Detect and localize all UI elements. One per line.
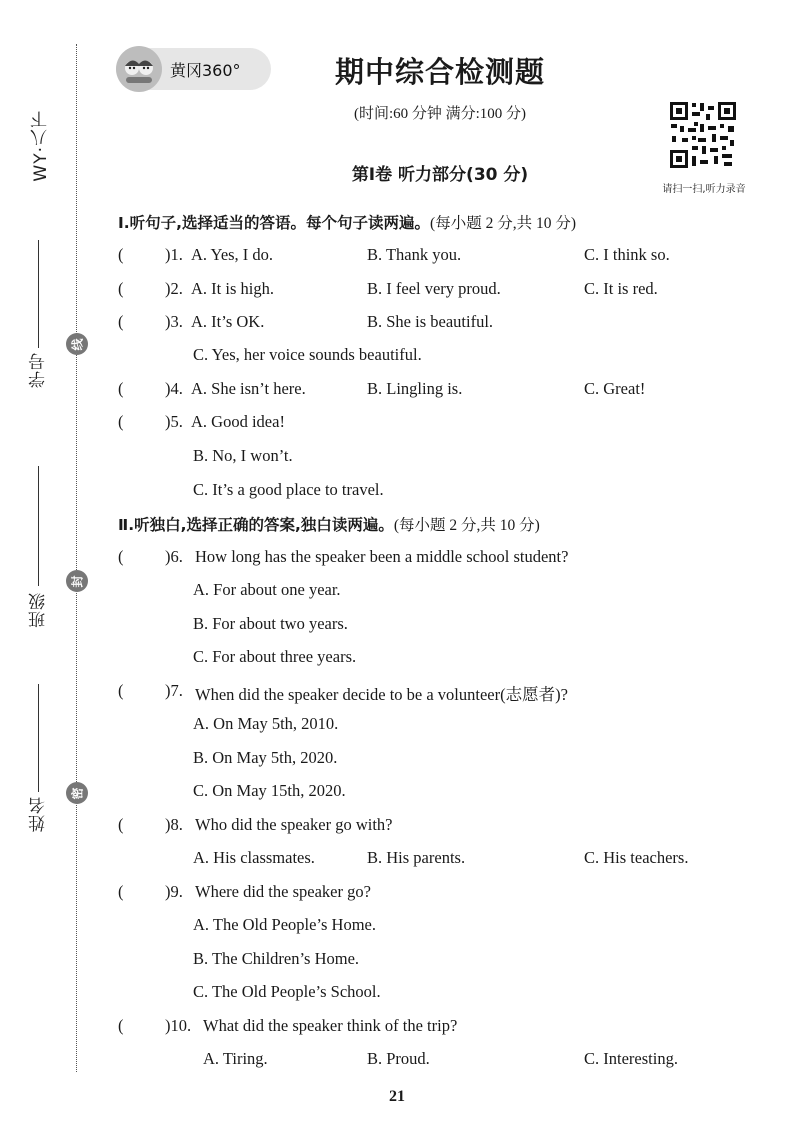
q10-option-b: B. Proud.: [367, 1049, 430, 1068]
q5-number: )5.: [165, 412, 183, 431]
q9-option-b: B. The Children’s Home.: [193, 949, 360, 968]
q10-option-c: C. Interesting.: [584, 1049, 678, 1068]
section-1-heading: Ⅰ.听句子,选择适当的答语。每个句子读两遍。(每小题 2 分,共 10 分): [118, 214, 576, 232]
q7-option-a: A. On May 5th, 2010.: [193, 714, 339, 733]
student-id-blank: [38, 240, 39, 348]
seal-secret: 密: [66, 782, 88, 804]
q10-number: )10.: [165, 1016, 192, 1035]
page-title: 期中综合检测题: [334, 55, 545, 89]
answer-blank[interactable]: (: [118, 815, 124, 834]
q1-option-b: B. Thank you.: [367, 245, 462, 264]
q6-stem: How long has the speaker been a middle school student?: [195, 547, 569, 566]
section-2-heading: Ⅱ.听独白,选择正确的答案,独白读两遍。(每小题 2 分,共 10 分): [118, 516, 540, 534]
q3-number: )3.: [165, 312, 183, 331]
class-label: 班级: [29, 592, 49, 628]
kids-logo-icon: [116, 46, 162, 92]
q5-option-a: A. Good idea!: [191, 412, 285, 431]
name-label: 姓名: [29, 796, 49, 832]
q5-option-b: B. No, I won’t.: [193, 446, 293, 465]
q2-option-b: B. I feel very proud.: [367, 279, 501, 298]
q6-option-b: B. For about two years.: [193, 614, 348, 633]
q4-option-a: A. She isn’t here.: [191, 379, 306, 398]
qr-caption: 请扫一扫,听力录音: [662, 184, 746, 195]
page-number: 21: [389, 1088, 405, 1105]
brand-name: 黄冈360°: [170, 61, 241, 80]
q1-number: )1.: [165, 245, 183, 264]
q4-number: )4.: [165, 379, 183, 398]
q9-option-a: A. The Old People’s Home.: [193, 915, 377, 934]
q2-number: )2.: [165, 279, 183, 298]
q3-option-b: B. She is beautiful.: [367, 312, 494, 331]
answer-blank[interactable]: (: [118, 312, 124, 331]
q1-option-c: C. I think so.: [584, 245, 670, 264]
answer-blank[interactable]: (: [118, 1016, 124, 1035]
seal-seal: 封: [66, 570, 88, 592]
q8-number: )8.: [165, 815, 183, 834]
part-heading: 第Ⅰ卷 听力部分(30 分): [351, 165, 529, 185]
q3-option-c: C. Yes, her voice sounds beautiful.: [193, 345, 422, 364]
q8-option-b: B. His parents.: [367, 848, 466, 867]
class-blank: [38, 466, 39, 586]
exam-time-score: (时间:60 分钟 满分:100 分): [353, 106, 527, 122]
q2-option-c: C. It is red.: [584, 279, 658, 298]
q10-option-a: A. Tiring.: [203, 1049, 268, 1068]
q8-option-a: A. His classmates.: [193, 848, 315, 867]
edition-label: WY·八下: [31, 110, 51, 182]
q8-option-c: C. His teachers.: [584, 848, 689, 867]
q6-number: )6.: [165, 547, 183, 566]
q7-option-b: B. On May 5th, 2020.: [193, 748, 338, 767]
answer-blank[interactable]: (: [118, 681, 124, 700]
student-id-label: 学号: [29, 352, 49, 388]
q5-option-c: C. It’s a good place to travel.: [193, 480, 384, 499]
q8-stem: Who did the speaker go with?: [195, 815, 393, 834]
name-blank: [38, 684, 39, 792]
answer-blank[interactable]: (: [118, 547, 124, 566]
cut-line: [76, 44, 77, 1072]
seal-line: 线: [66, 333, 88, 355]
answer-blank[interactable]: (: [118, 379, 124, 398]
q1-option-a: A. Yes, I do.: [191, 245, 274, 264]
q9-option-c: C. The Old People’s School.: [193, 982, 381, 1001]
q6-option-a: A. For about one year.: [193, 580, 341, 599]
q9-number: )9.: [165, 882, 183, 901]
answer-blank[interactable]: (: [118, 245, 124, 264]
q3-option-a: A. It’s OK.: [191, 312, 265, 331]
q4-option-b: B. Lingling is.: [367, 379, 463, 398]
q10-stem: What did the speaker think of the trip?: [203, 1016, 458, 1035]
q7-number: )7.: [165, 681, 183, 700]
answer-blank[interactable]: (: [118, 412, 124, 431]
q6-option-c: C. For about three years.: [193, 647, 357, 666]
q4-option-c: C. Great!: [584, 379, 646, 398]
q7-stem: When did the speaker decide to be a volunteer(志愿者)?: [195, 685, 568, 704]
answer-blank[interactable]: (: [118, 279, 124, 298]
qr-code-icon[interactable]: [668, 100, 738, 170]
q2-option-a: A. It is high.: [191, 279, 274, 298]
answer-blank[interactable]: (: [118, 882, 124, 901]
q9-stem: Where did the speaker go?: [195, 882, 371, 901]
q7-option-c: C. On May 15th, 2020.: [193, 781, 346, 800]
